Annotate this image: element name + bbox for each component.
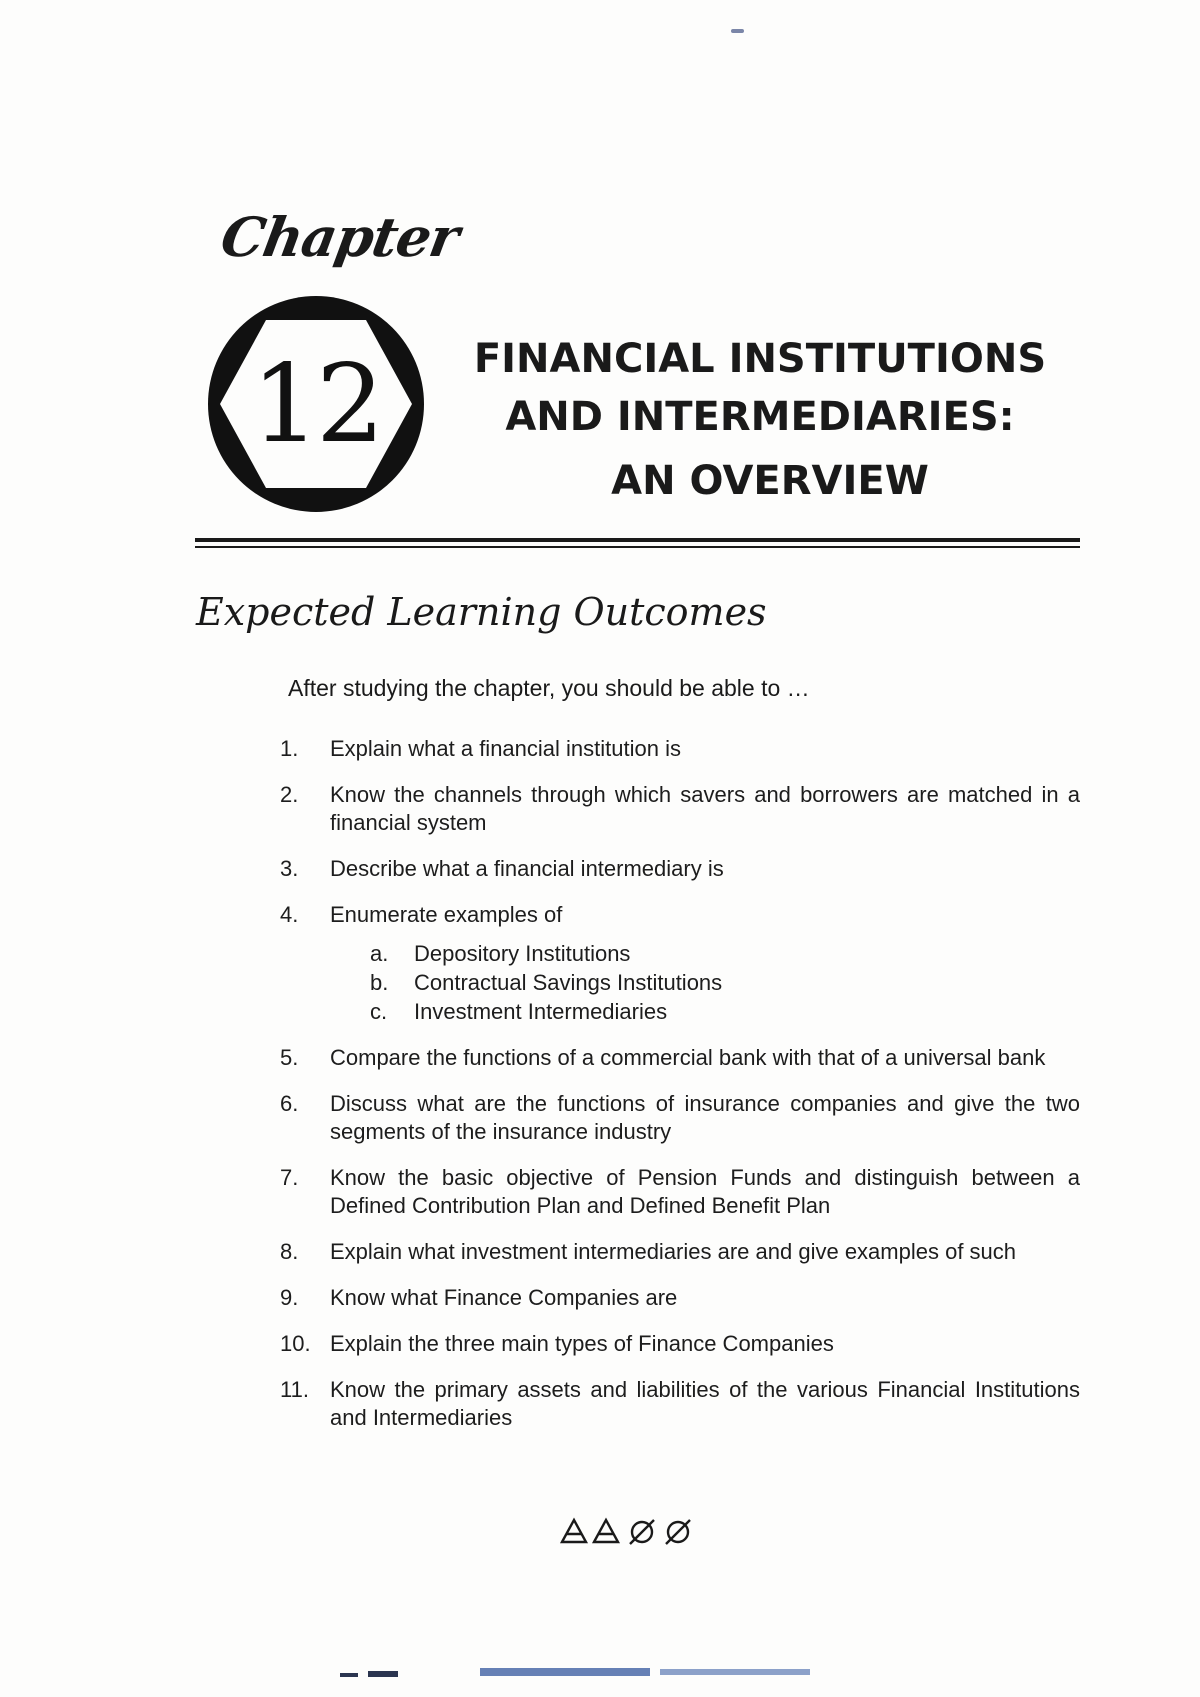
subitem-text: Investment Intermediaries bbox=[414, 999, 668, 1024]
title-divider-thin bbox=[195, 546, 1080, 548]
outcome-text: Know the channels through which savers and borrowers are matched in a financial system bbox=[330, 782, 1080, 835]
outcome-item bbox=[280, 901, 1080, 1026]
intro-text: After studying the chapter, you should be able to … bbox=[288, 675, 810, 701]
outcome-number: 2. bbox=[280, 782, 299, 807]
chapter-title-line-1: FINANCIAL INSTITUTIONS bbox=[473, 336, 1047, 382]
outcome-item bbox=[280, 855, 1080, 883]
outcome-item bbox=[280, 1044, 1080, 1072]
outcome-text: Know the primary assets and liabilities of the various Financial Institutions and Intermediaries bbox=[330, 1377, 1080, 1430]
outcome-item bbox=[280, 1090, 1080, 1146]
outcome-number: 8. bbox=[280, 1239, 299, 1264]
outcome-number: 5. bbox=[280, 1045, 299, 1070]
subitem-text: Contractual Savings Institutions bbox=[414, 970, 723, 995]
outcome-sublist bbox=[330, 939, 1080, 1026]
chapter-title-line-3: AN OVERVIEW bbox=[611, 458, 929, 504]
outcome-text: Discuss what are the functions of insurance companies and give the two segments of the insurance industry bbox=[330, 1091, 1080, 1144]
subitem-text: Depository Institutions bbox=[414, 941, 631, 966]
outcome-item bbox=[280, 1164, 1080, 1220]
outcome-text: Explain the three main types of Finance Companies bbox=[330, 1331, 834, 1356]
outcome-text: Know what Finance Companies are bbox=[330, 1285, 678, 1310]
chapter-label: Chapter bbox=[216, 205, 464, 269]
outcome-text: Enumerate examples of bbox=[330, 902, 563, 927]
outcome-text: Explain what investment intermediaries are and give examples of such bbox=[330, 1239, 1017, 1264]
decorative-knot-icon bbox=[556, 1512, 696, 1552]
outcome-item bbox=[280, 781, 1080, 837]
outcome-subitem bbox=[370, 997, 1080, 1026]
outcomes-list bbox=[280, 735, 1080, 1450]
subitem-letter: b. bbox=[370, 970, 389, 995]
outcome-subitem bbox=[370, 968, 1080, 997]
outcome-number: 1. bbox=[280, 736, 299, 761]
outcome-number: 11. bbox=[280, 1377, 309, 1402]
chapter-title bbox=[460, 330, 1060, 510]
outcome-item bbox=[280, 1330, 1080, 1358]
subitem-letter: a. bbox=[370, 941, 389, 966]
chapter-number: 12 bbox=[251, 341, 381, 467]
outcome-text: Know the basic objective of Pension Funds and distinguish between a Defined Contribution Plan and Defined Benefit Plan bbox=[330, 1165, 1080, 1218]
section-heading: Expected Learning Outcomes bbox=[196, 590, 767, 634]
outcome-text: Explain what a financial institution is bbox=[330, 736, 681, 761]
scan-speck bbox=[731, 29, 744, 33]
outcome-text: Compare the functions of a commercial bank with that of a universal bank bbox=[330, 1045, 1046, 1070]
outcome-item bbox=[280, 735, 1080, 763]
outcome-item bbox=[280, 1238, 1080, 1266]
outcome-number: 6. bbox=[280, 1091, 299, 1116]
outcome-number: 3. bbox=[280, 856, 299, 881]
chapter-title-line-2: AND INTERMEDIARIES: bbox=[505, 394, 1015, 440]
outcome-item bbox=[280, 1376, 1080, 1432]
outcome-number: 4. bbox=[280, 902, 299, 927]
subitem-letter: c. bbox=[370, 999, 388, 1024]
outcome-text: Describe what a financial intermediary is bbox=[330, 856, 724, 881]
outcome-item bbox=[280, 1284, 1080, 1312]
outcome-number: 9. bbox=[280, 1285, 299, 1310]
outcome-number: 7. bbox=[280, 1165, 299, 1190]
outcome-subitem bbox=[370, 939, 1080, 968]
scan-edge-artifact bbox=[340, 1665, 860, 1679]
title-divider-thick bbox=[195, 538, 1080, 542]
outcome-number: 10. bbox=[280, 1331, 311, 1356]
